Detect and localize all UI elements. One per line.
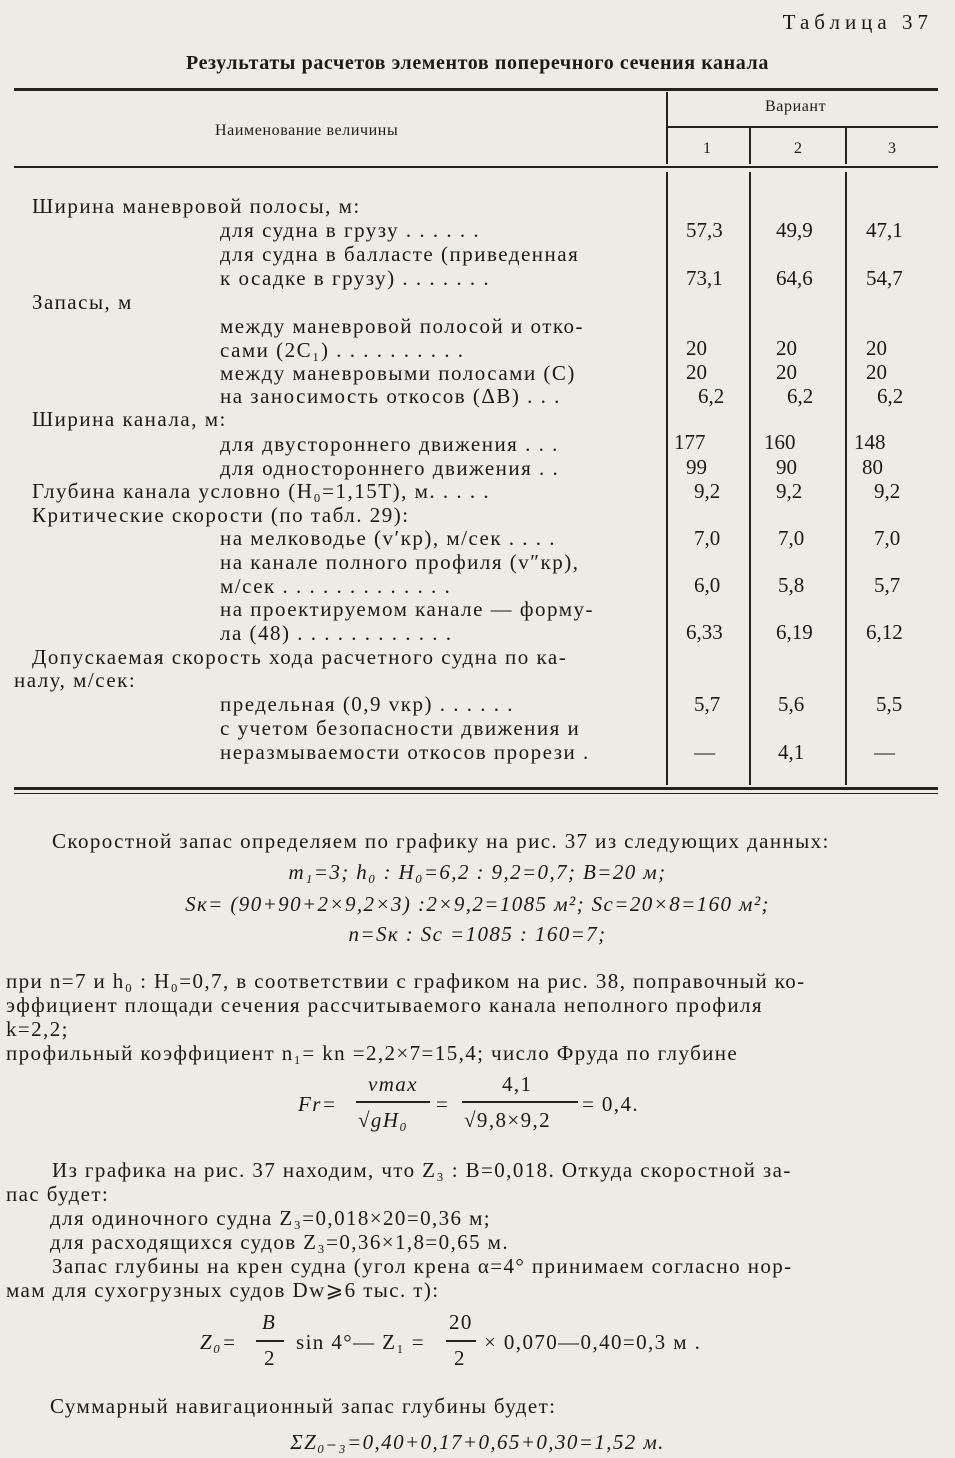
paragraph: мам для сухогрузных судов Dw⩾6 тыс. т):	[6, 1278, 440, 1302]
table-cell: 20	[866, 336, 887, 360]
table-row-label: Запасы, м	[32, 290, 133, 314]
paragraph: Скоростной запас определяем по графику на рис. 37 из следующих данных:	[52, 829, 830, 853]
column-divider-2-body	[845, 172, 847, 785]
column-divider-main-body	[666, 172, 668, 785]
table-row-label: Критические скорости (по табл. 29):	[32, 503, 410, 527]
table-top-rule	[14, 88, 938, 91]
paragraph: для расходящихся судов Z₃=0,36×1,8=0,65 м.	[50, 1230, 509, 1254]
table-cell: 6,19	[776, 620, 813, 644]
table-row-label: на мелководье (v′кр), м/сек . . . .	[220, 526, 557, 550]
table-cell: 5,5	[876, 692, 903, 716]
formula: ΣZ₀₋₃=0,40+0,17+0,65+0,30=1,52 м.	[290, 1430, 665, 1454]
header-bottom-rule	[14, 166, 938, 168]
paragraph: при n=7 и h₀ : H₀=0,7, в соответствии с графиком на рис. 38, поправочный ко-	[6, 969, 806, 993]
fraction-denominator: √9,8×9,2	[464, 1108, 552, 1132]
table-cell: 5,8	[778, 573, 805, 597]
table-row-label: с учетом безопасности движения и	[220, 716, 581, 740]
table-row-label: к осадке в грузу) . . . . . . .	[220, 266, 491, 290]
table-row-label: на заносимость откосов (ΔB) . . .	[220, 384, 561, 408]
table-cell: 54,7	[866, 266, 903, 290]
table-cell: 6,2	[877, 384, 904, 408]
fraction-denominator: 2	[264, 1346, 276, 1370]
table-cell: 6,2	[698, 384, 725, 408]
table-cell: 6,2	[787, 384, 814, 408]
fraction-bar	[462, 1101, 578, 1103]
table-cell: 20	[686, 336, 707, 360]
paragraph: для одиночного судна Z₃=0,018×20=0,36 м;	[50, 1206, 491, 1230]
fraction-denominator: √gH₀	[358, 1108, 409, 1132]
table-bottom-rule-2	[14, 793, 938, 794]
table-row-label: на проектируемом канале — форму-	[220, 597, 594, 621]
variant-2-header: 2	[794, 140, 803, 157]
table-cell: 99	[686, 455, 707, 479]
table-row-label: между маневровыми полосами (C)	[220, 361, 576, 385]
table-cell: 6,33	[686, 620, 723, 644]
formula: m₁=3; h₀ : H₀=6,2 : 9,2=0,7; B=20 м;	[288, 860, 667, 884]
variant-3-header: 3	[888, 140, 897, 157]
table-cell: 5,7	[694, 692, 721, 716]
table-cell: 9,2	[776, 479, 803, 503]
table-row-label: для судна в грузу . . . . . .	[220, 218, 481, 242]
table-cell: 177	[674, 430, 706, 454]
formula-result: = 0,4.	[582, 1092, 639, 1116]
table-row-label: м/сек . . . . . . . . . . . . .	[220, 574, 452, 598]
table-cell: 20	[686, 360, 707, 384]
fraction-denominator: 2	[454, 1346, 466, 1370]
table-row-label: Допускаемая скорость хода расчетного судна по ка-	[32, 645, 568, 669]
formula-equals: =	[436, 1092, 450, 1116]
table-cell: —	[874, 740, 895, 764]
fraction-bar	[256, 1340, 284, 1342]
fraction-bar	[356, 1101, 430, 1103]
formula: Sк= (90+90+2×9,2×3) :2×9,2=1085 м²; Sc=20×8=160 м²;	[185, 892, 770, 916]
column-divider-1-body	[749, 172, 751, 785]
paragraph: пас будет:	[6, 1182, 110, 1206]
table-cell: 20	[776, 336, 797, 360]
table-cell: 20	[776, 360, 797, 384]
table-cell: 9,2	[874, 479, 901, 503]
fraction-numerator: B	[262, 1310, 277, 1334]
table-row-label: для двустороннего движения . . .	[220, 432, 559, 456]
table-cell: 7,0	[778, 526, 805, 550]
table-cell: 4,1	[778, 740, 805, 764]
table-cell: 6,12	[866, 620, 903, 644]
paragraph: эффициент площади сечения рассчитываемого канала неполного профиля	[6, 993, 763, 1017]
table-cell: 5,6	[778, 692, 805, 716]
formula-middle: sin 4°— Z₁ =	[296, 1330, 425, 1354]
column-divider-2	[845, 128, 847, 164]
table-row-label: для судна в балласте (приведенная	[220, 242, 580, 266]
table-cell: 6,0	[694, 573, 721, 597]
table-cell: 57,3	[686, 218, 723, 242]
formula-lhs: Fr=	[298, 1092, 338, 1116]
table-cell: 49,9	[776, 218, 813, 242]
table-row-label: для одностороннего движения . .	[220, 456, 560, 480]
table-number-label: Таблица 37	[782, 10, 933, 34]
formula: n=Sк : Sc =1085 : 160=7;	[348, 922, 607, 946]
paragraph: профильный коэффициент n₁= kn =2,2×7=15,4; число Фруда по глубине	[6, 1041, 739, 1065]
formula-rest: × 0,070—0,40=0,3 м .	[484, 1330, 702, 1354]
table-row-label: Ширина маневровой полосы, м:	[32, 194, 361, 218]
table-cell: 9,2	[694, 479, 721, 503]
column-divider-1	[749, 128, 751, 164]
formula-lhs: Z₀=	[200, 1330, 238, 1354]
table-cell: 73,1	[686, 266, 723, 290]
paragraph: Из графика на рис. 37 находим, что Z₃ : B=0,018. Откуда скоростной за-	[52, 1158, 792, 1182]
table-cell: 160	[764, 430, 796, 454]
fraction-numerator: 4,1	[502, 1072, 533, 1096]
paragraph: Суммарный навигационный запас глубины будет:	[50, 1394, 557, 1418]
table-row-label: неразмываемости откосов прорези .	[220, 740, 590, 764]
paragraph: k=2,2;	[6, 1017, 69, 1041]
table-row-label: предельная (0,9 vкр) . . . . . .	[220, 692, 515, 716]
table-cell: 7,0	[694, 526, 721, 550]
table-cell: 148	[854, 430, 886, 454]
table-cell: —	[694, 740, 715, 764]
table-row-label: налу, м/сек:	[14, 668, 137, 692]
fraction-numerator: vmax	[368, 1072, 418, 1096]
table-cell: 64,6	[776, 266, 813, 290]
header-variant-rule	[668, 126, 938, 128]
table-row-label: на канале полного профиля (v″кр),	[220, 550, 580, 574]
column-header-name: Наименование величины	[215, 122, 399, 139]
table-row-label: между маневровой полосой и отко-	[220, 314, 585, 338]
fraction-numerator: 20	[449, 1310, 473, 1334]
table-cell: 90	[776, 455, 797, 479]
table-row-label: Ширина канала, м:	[32, 407, 227, 431]
variant-1-header: 1	[703, 140, 712, 157]
table-row-label: Глубина канала условно (H₀=1,15T), м. . . . .	[32, 479, 491, 503]
table-row-label: ла (48) . . . . . . . . . . . .	[220, 621, 453, 645]
table-cell: 80	[862, 455, 883, 479]
table-cell: 5,7	[874, 573, 901, 597]
fraction-bar	[446, 1340, 476, 1342]
table-title: Результаты расчетов элементов поперечного сечения канала	[186, 52, 769, 74]
column-header-variant: Вариант	[765, 98, 827, 115]
column-divider-main	[666, 92, 668, 164]
table-cell: 20	[866, 360, 887, 384]
table-cell: 7,0	[874, 526, 901, 550]
paragraph: Запас глубины на крен судна (угол крена α=4° принимаем согласно нор-	[52, 1254, 793, 1278]
table-cell: 47,1	[866, 218, 903, 242]
table-row-label: сами (2C₁) . . . . . . . . . .	[220, 338, 465, 362]
table-bottom-rule	[14, 787, 938, 790]
